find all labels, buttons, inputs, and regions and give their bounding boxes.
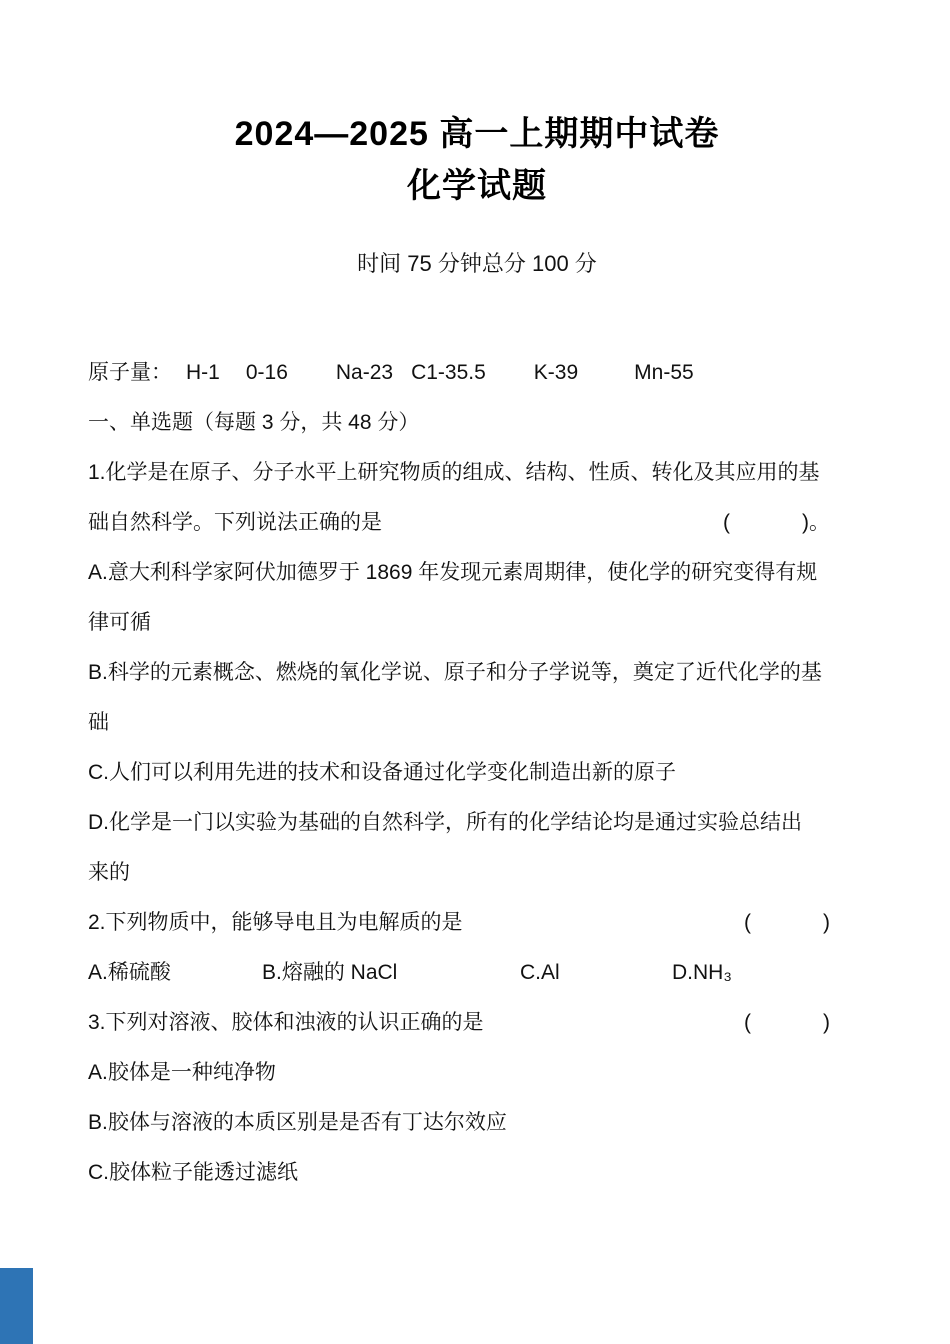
- q3-paren-close: ): [823, 1011, 830, 1034]
- q2-stem: [88, 898, 866, 948]
- q2-option-c: C.Al: [520, 961, 560, 984]
- atomic-mass-O: 0-16: [245, 361, 288, 384]
- q3-option-c: C.胶体粒子能透过滤纸: [88, 1161, 298, 1184]
- q3-answer-paren: [744, 998, 830, 1048]
- q2-paren-open: (: [744, 911, 751, 934]
- q1-option-a-line2: 律可循: [88, 611, 151, 634]
- q2-answer-paren: [744, 898, 830, 948]
- atomic-mass-line: [88, 348, 866, 398]
- exam-meta-line: 时间 75 分钟总分 100 分: [357, 251, 597, 276]
- atomic-mass-label: 原子量：: [88, 361, 172, 384]
- q2-option-b: B.熔融的 NaCl: [262, 961, 398, 984]
- atomic-mass-Mn: Mn-55: [634, 361, 694, 384]
- q1-option-b-line1: B.科学的元素概念、燃烧的氧化学说、原子和分子学说等，奠定了近代化学的基: [88, 661, 822, 684]
- q3-stem: [88, 998, 866, 1048]
- q1-stem-line1: 1.化学是在原子、分子水平上研究物质的组成、结构、性质、转化及其应用的基: [88, 461, 820, 484]
- q1-option-d-line2: 来的: [88, 861, 130, 884]
- q1-answer-paren: [723, 498, 830, 548]
- exam-subject-title: 化学试题: [407, 167, 547, 205]
- q3-paren-open: (: [744, 1011, 751, 1034]
- q1-option-b-line2: 础: [88, 711, 109, 734]
- q1-stem-line2-text: 础自然科学。下列说法正确的是: [88, 511, 382, 534]
- q3-stem-text: 3.下列对溶液、胶体和浊液的认识正确的是: [88, 1011, 484, 1034]
- q1-option-d-line1: D.化学是一门以实验为基础的自然科学，所有的化学结论均是通过实验总结出: [88, 811, 802, 834]
- exam-body: [88, 348, 866, 1198]
- q1-stem-line2: [88, 498, 866, 548]
- section-heading: 一、单选题（每题 3 分，共 48 分）: [88, 411, 420, 434]
- q3-option-b: B.胶体与溶液的本质区别是是否有丁达尔效应: [88, 1111, 507, 1134]
- q1-option-c: C.人们可以利用先进的技术和设备通过化学变化制造出新的原子: [88, 761, 676, 784]
- q2-option-d: D.NH₃: [672, 961, 732, 984]
- q2-option-a: A.稀硫酸: [88, 961, 171, 984]
- q1-paren-open: (: [723, 511, 730, 534]
- title-block: [88, 108, 866, 212]
- atomic-mass-H: H-1: [186, 361, 220, 384]
- q2-stem-text: 2.下列物质中，能够导电且为电解质的是: [88, 911, 463, 934]
- q3-option-a: A.胶体是一种纯净物: [88, 1061, 276, 1084]
- atomic-mass-K: K-39: [533, 361, 579, 384]
- exam-title: 2024—2025 高一上期期中试卷: [234, 115, 720, 153]
- exam-paper-page: [88, 0, 866, 1198]
- q2-options-row: [88, 948, 866, 998]
- next-page-blue-corner-artifact: [0, 1268, 33, 1344]
- atomic-mass-Cl: C1-35.5: [411, 361, 486, 384]
- q2-paren-close: ): [823, 911, 830, 934]
- q1-option-a-line1: A.意大利科学家阿伏加德罗于 1869 年发现元素周期律，使化学的研究变得有规: [88, 561, 818, 584]
- atomic-mass-Na: Na-23: [335, 361, 394, 384]
- q1-paren-close: )。: [802, 511, 830, 534]
